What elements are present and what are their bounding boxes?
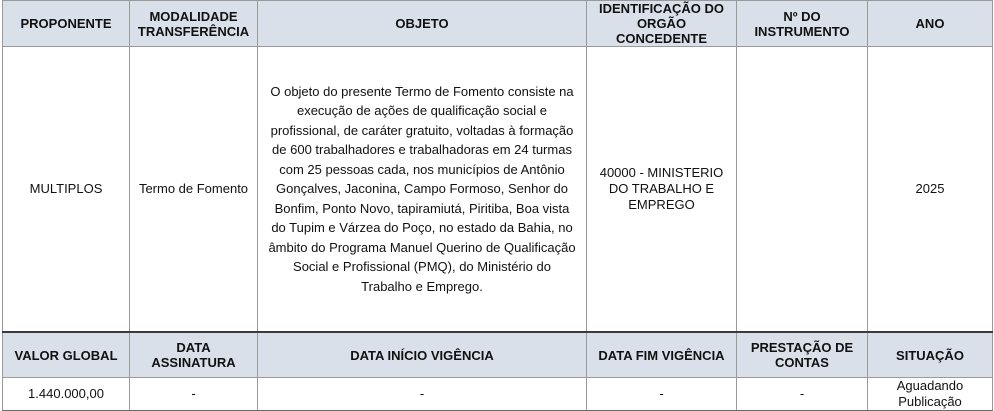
header-data-inicio-vigencia: DATA INÍCIO VIGÊNCIA (258, 332, 587, 378)
header-prestacao-contas: PRESTAÇÃO DE CONTAS (737, 332, 868, 378)
header-row-1 (3, 1, 993, 47)
header-valor-global: VALOR GLOBAL (3, 332, 130, 378)
cell-orgao-concedente: 40000 - MINISTERIO DO TRABALHO E EMPREGO (587, 47, 737, 333)
cell-data-fim-vigencia: - (587, 378, 737, 411)
header-objeto: OBJETO (258, 1, 587, 47)
cell-numero-instrumento (737, 47, 868, 333)
cell-data-inicio-vigencia: - (258, 378, 587, 411)
table-row (3, 47, 993, 333)
header-ano: ANO (868, 1, 993, 47)
cell-ano: 2025 (868, 47, 993, 333)
header-row-2 (3, 332, 993, 378)
cell-modalidade: Termo de Fomento (130, 47, 258, 333)
header-situacao: SITUAÇÃO (868, 332, 993, 378)
header-modalidade: MODALIDADE TRANSFERÊNCIA (130, 1, 258, 47)
header-orgao-concedente: IDENTIFICAÇÃO DO ORGÃO CONCEDENTE (587, 1, 737, 47)
cell-prestacao-contas: - (737, 378, 868, 411)
cell-data-assinatura: - (130, 378, 258, 411)
cell-objeto: O objeto do presente Termo de Fomento consiste na execução de ações de qualificação social e profissional, de caráter gratuito, voltadas à formação de 600 trabalhadores e trabalhadoras em 24 turmas com 25 pessoas cada, nos municípios de Antônio Gonçalves, Jaconina, Campo Formoso, Senhor do Bonfim, Ponto Novo, tapiramiutá, Piritiba, Boa vista do Tupim e Várzea do Poço, no estado da Bahia, no âmbito do Programa Manuel Querino de Qualificação Social e Profissional (PMQ), do Ministério do Trabalho e Emprego. (258, 47, 587, 333)
convenio-table (2, 0, 993, 411)
cell-proponente: MULTIPLOS (3, 47, 130, 333)
cell-valor-global: 1.440.000,00 (3, 378, 130, 411)
header-data-assinatura: DATA ASSINATURA (130, 332, 258, 378)
header-proponente: PROPONENTE (3, 1, 130, 47)
cell-situacao: Aguadando Publicação (868, 378, 993, 411)
header-numero-instrumento: Nº DO INSTRUMENTO (737, 1, 868, 47)
header-data-fim-vigencia: DATA FIM VIGÊNCIA (587, 332, 737, 378)
